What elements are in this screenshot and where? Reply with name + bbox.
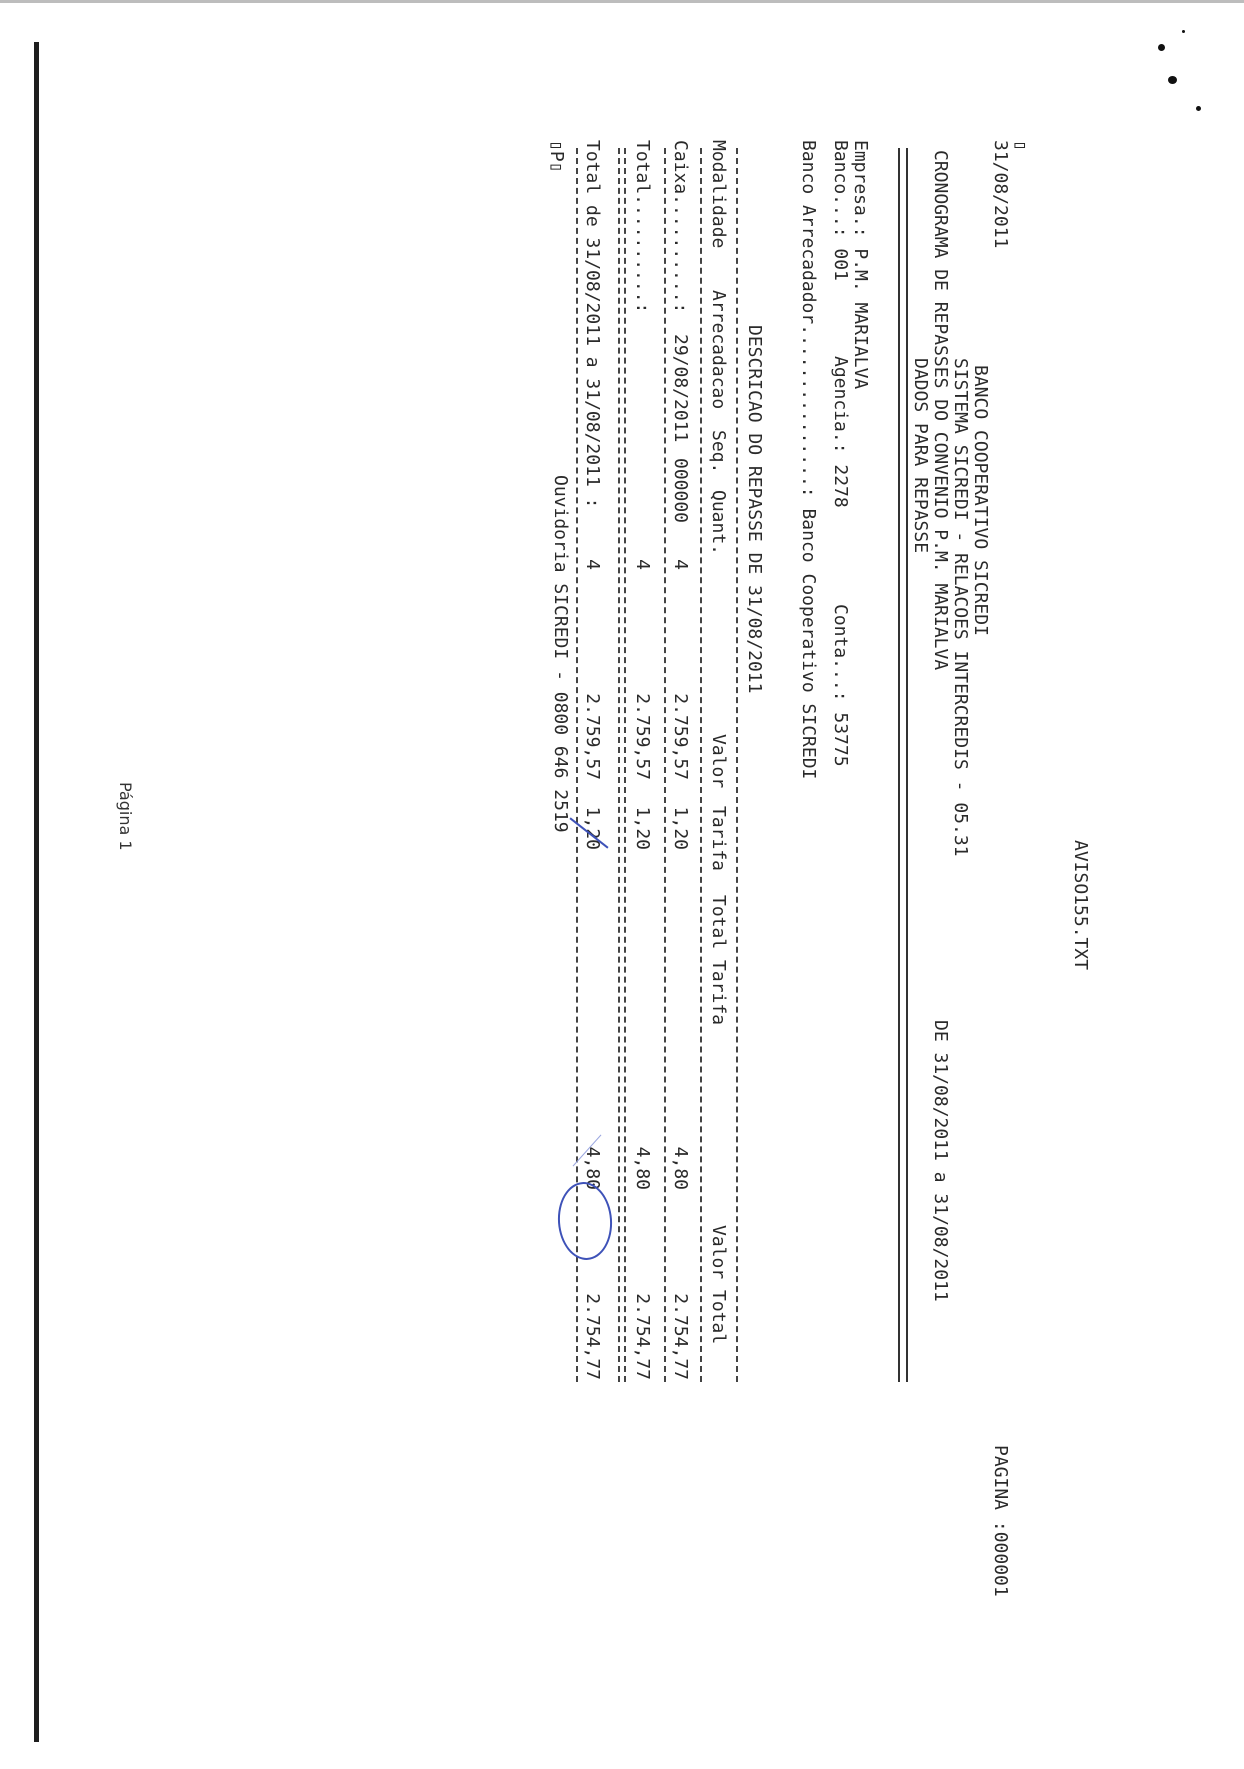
ouvidoria: Ouvidoria SICREDI - 0800 646 2519 <box>550 475 571 833</box>
page-number: PAGINA :000001 <box>990 1445 1011 1597</box>
double-rule <box>898 148 908 1382</box>
report-date: 31/08/2011 <box>990 140 1011 249</box>
filename: AVISO155.TXT <box>1070 840 1091 971</box>
row-valor-total: 2.754,77 <box>670 1293 691 1380</box>
grand-total-tarifa: 1,20 <box>582 806 603 850</box>
col-tarifa: Tarifa <box>708 806 729 872</box>
dashed-rule <box>618 148 620 1382</box>
dashed-rule <box>664 148 666 1382</box>
page-label: Página 1 <box>116 782 135 851</box>
pen-circle-annotation <box>555 1180 614 1262</box>
print-glyph: ▯ <box>1010 140 1031 151</box>
rotated-printout <box>546 140 1091 1640</box>
row-modalidade: Total..........: <box>632 140 653 314</box>
scan-speck <box>1158 44 1165 51</box>
row-tarifa: 1,20 <box>632 806 653 850</box>
row-seq: 000000 <box>670 458 691 524</box>
grand-total-valor-total: 2.754,77 <box>582 1293 603 1380</box>
dashed-rule <box>700 148 702 1382</box>
row-total-tarifa: 4,80 <box>632 1146 653 1190</box>
form-feed-glyph: ▯P▯ <box>546 140 567 173</box>
col-quant: Quant. <box>708 490 729 556</box>
dashed-rule <box>736 148 738 1382</box>
row-quant: 4 <box>632 559 653 570</box>
system-name: SISTEMA SICREDI - RELACOES INTERCREDIS - 05.31 <box>950 358 971 857</box>
section-title: DESCRICAO DO REPASSE DE 31/08/2011 <box>744 325 765 694</box>
row-arrecadacao: 29/08/2011 <box>670 334 691 443</box>
scan-speck <box>1168 76 1177 84</box>
row-total-tarifa: 4,80 <box>670 1146 691 1190</box>
bank-name: BANCO COOPERATIVO SICREDI <box>970 365 991 636</box>
col-total-tarifa: Total Tarifa <box>708 895 729 1026</box>
bank-code: Banco...: 001 <box>830 140 851 281</box>
collector-bank: Banco Arrecadador...............: Banco Cooperativo SICREDI <box>798 140 819 780</box>
scan-top-edge <box>0 0 1244 3</box>
report-period: DE 31/08/2011 a 31/08/2011 <box>930 1020 951 1302</box>
row-valor-total: 2.754,77 <box>632 1293 653 1380</box>
account: Conta...: 53775 <box>830 604 851 767</box>
row-modalidade: Caixa..........: <box>670 140 691 314</box>
grand-total-total-tarifa: 4,80 <box>582 1146 603 1190</box>
row-tarifa: 1,20 <box>670 806 691 850</box>
grand-total-label: Total de 31/08/2011 a 31/08/2011 : <box>582 140 603 509</box>
report-title: CRONOGRAMA DE REPASSES DO CONVENIO P.M. MARIALVA <box>930 150 951 671</box>
grand-total-quant: 4 <box>582 559 603 570</box>
agency: Agencia.: 2278 <box>830 356 851 508</box>
col-modalidade: Modalidade <box>708 140 729 249</box>
dashed-rule <box>624 148 626 1382</box>
row-quant: 4 <box>670 559 691 570</box>
col-valor: Valor <box>708 734 729 789</box>
col-seq: Seq. <box>708 430 729 474</box>
row-valor: 2.759,57 <box>670 693 691 780</box>
col-arrecadacao: Arrecadacao <box>708 290 729 410</box>
row-valor: 2.759,57 <box>632 693 653 780</box>
report-subtitle: DADOS PARA REPASSE <box>910 358 931 554</box>
scan-speck <box>1182 30 1185 33</box>
grand-total-valor: 2.759,57 <box>582 693 603 780</box>
company-name: Empresa.: P.M. MARIALVA <box>850 140 871 390</box>
scan-speck <box>1196 106 1201 111</box>
col-valor-total: Valor Total <box>708 1225 729 1345</box>
scan-left-border <box>34 42 39 1742</box>
